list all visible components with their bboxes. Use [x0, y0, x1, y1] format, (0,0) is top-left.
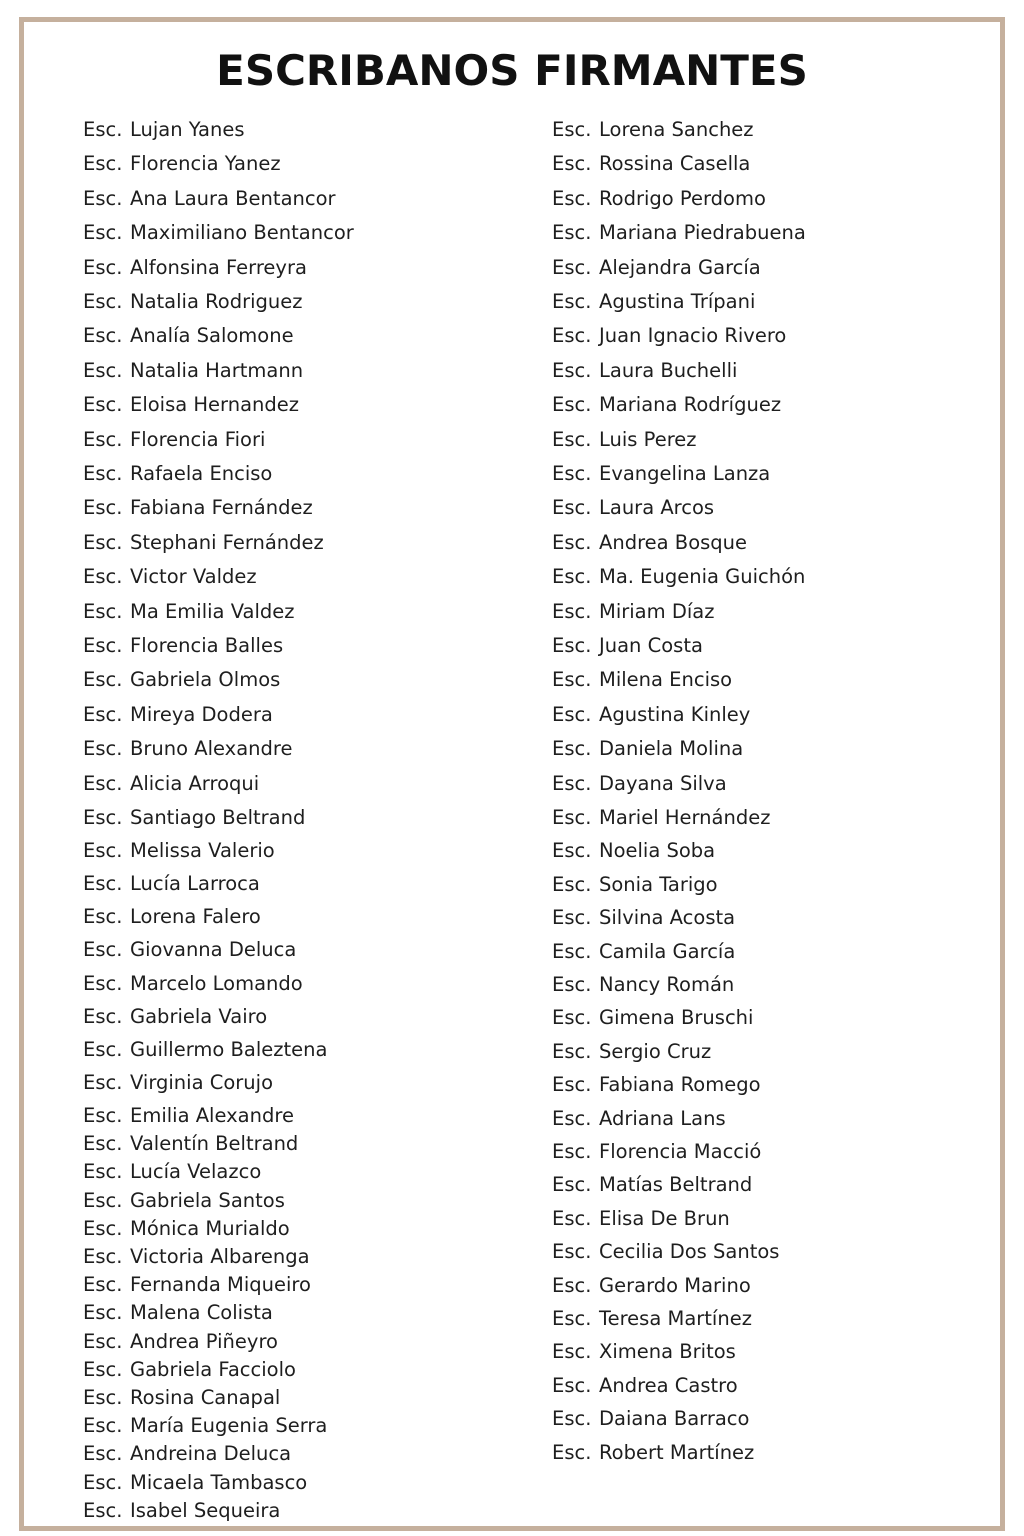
- signer-row: [552, 152, 750, 176]
- signer-name: Victoria Albarenga: [130, 1244, 310, 1268]
- signer-prefix: Esc.: [83, 186, 123, 210]
- signer-prefix: Esc.: [552, 634, 592, 657]
- signer-prefix: Esc.: [552, 324, 592, 348]
- signer-name: Marcelo Lomando: [130, 971, 303, 995]
- signer-name: Nancy Román: [599, 973, 735, 996]
- signer-prefix: Esc.: [83, 839, 123, 863]
- signer-prefix: Esc.: [83, 152, 123, 176]
- signer-prefix: Esc.: [552, 1407, 592, 1431]
- signer-name: Agustina Trípani: [599, 290, 756, 313]
- signer-name: Miriam Díaz: [599, 599, 715, 623]
- signer-row: [552, 496, 714, 520]
- signer-prefix: Esc.: [552, 771, 592, 795]
- signer-prefix: Esc.: [552, 1073, 592, 1097]
- signer-name: Lorena Falero: [130, 905, 261, 929]
- signer-row: [552, 221, 806, 245]
- signer-prefix: Esc.: [83, 1244, 123, 1268]
- signer-name: Cecilia Dos Santos: [599, 1240, 780, 1264]
- signer-prefix: Esc.: [552, 118, 592, 141]
- signer-prefix: Esc.: [83, 324, 123, 348]
- signer-prefix: Esc.: [552, 358, 592, 382]
- signer-prefix: Esc.: [83, 1301, 123, 1325]
- signer-name: Natalia Rodriguez: [130, 290, 303, 313]
- signer-name: Malena Colista: [130, 1301, 273, 1325]
- signer-name: Rodrigo Perdomo: [599, 186, 766, 210]
- signer-name: Andrea Castro: [599, 1373, 738, 1397]
- signer-name: Lujan Yanes: [130, 118, 245, 141]
- signer-row: [552, 428, 697, 452]
- signer-prefix: Esc.: [83, 118, 123, 141]
- signer-prefix: Esc.: [552, 702, 592, 726]
- signer-prefix: Esc.: [83, 1357, 123, 1381]
- signer-prefix: Esc.: [83, 806, 123, 829]
- signer-name: Juan Ignacio Rivero: [599, 324, 787, 348]
- signer-name: Victor Valdez: [130, 565, 257, 589]
- signer-prefix: Esc.: [552, 496, 592, 520]
- signer-row: [552, 1207, 730, 1231]
- signer-prefix: Esc.: [83, 393, 123, 417]
- signer-row: [552, 873, 718, 897]
- signer-name: Laura Arcos: [599, 496, 715, 520]
- signer-row: [552, 1340, 736, 1364]
- signer-name: Mariel Hernández: [599, 806, 771, 829]
- page-title: ESCRIBANOS FIRMANTES: [216, 46, 808, 95]
- signer-name: Robert Martínez: [599, 1440, 755, 1464]
- signer-row: [552, 839, 715, 863]
- signer-prefix: Esc.: [83, 771, 123, 795]
- signer-name: Virginia Corujo: [130, 1070, 273, 1094]
- signer-row: [552, 359, 737, 383]
- signer-prefix: Esc.: [552, 839, 592, 863]
- signer-prefix: Esc.: [83, 1442, 123, 1466]
- signer-name: Adriana Lans: [599, 1106, 726, 1130]
- signer-prefix: Esc.: [83, 1329, 123, 1353]
- signer-name: Daiana Barraco: [599, 1407, 750, 1431]
- signer-prefix: Esc.: [552, 906, 592, 930]
- signer-name: Daniela Molina: [599, 737, 744, 761]
- signer-name: Alejandra García: [599, 255, 761, 279]
- signer-prefix: Esc.: [83, 702, 123, 726]
- signer-name: Gabriela Olmos: [130, 668, 281, 692]
- signer-row: [552, 118, 754, 142]
- signer-prefix: Esc.: [552, 1173, 592, 1197]
- signer-row: [552, 531, 747, 555]
- signer-prefix: Esc.: [552, 462, 592, 485]
- signer-name: Sergio Cruz: [599, 1039, 712, 1063]
- signer-name: Noelia Soba: [599, 839, 716, 863]
- signer-prefix: Esc.: [83, 530, 123, 554]
- signer-prefix: Esc.: [83, 255, 123, 279]
- signer-name: Evangelina Lanza: [599, 462, 771, 485]
- signer-name: Rossina Casella: [599, 152, 751, 176]
- signer-name: Mireya Dodera: [130, 702, 273, 726]
- signer-prefix: Esc.: [552, 973, 592, 996]
- signer-prefix: Esc.: [83, 872, 123, 896]
- signer-prefix: Esc.: [83, 905, 123, 929]
- signer-prefix: Esc.: [83, 1188, 123, 1212]
- signer-prefix: Esc.: [83, 358, 123, 382]
- signer-prefix: Esc.: [552, 530, 592, 554]
- signer-name: Fabiana Fernández: [130, 496, 313, 520]
- signer-row: [552, 324, 786, 348]
- signer-name: Florencia Yanez: [130, 152, 281, 176]
- signer-prefix: Esc.: [552, 737, 592, 761]
- signer-name: Laura Buchelli: [599, 358, 738, 382]
- signer-name: Dayana Silva: [599, 771, 727, 795]
- signer-name: Florencia Balles: [130, 634, 284, 657]
- signer-name: Lorena Sanchez: [599, 118, 754, 141]
- signer-name: Mónica Murialdo: [130, 1216, 290, 1240]
- signer-name: Rosina Canapal: [130, 1385, 281, 1409]
- signer-name: Fabiana Romego: [599, 1073, 761, 1097]
- signer-name: Melissa Valerio: [130, 839, 275, 863]
- signer-name: Ma. Eugenia Guichón: [599, 565, 806, 589]
- signer-name: Ma Emilia Valdez: [130, 599, 295, 623]
- signer-prefix: Esc.: [552, 1039, 592, 1063]
- signer-name: María Eugenia Serra: [130, 1414, 328, 1438]
- signer-row: [552, 565, 805, 589]
- signer-prefix: Esc.: [83, 462, 123, 485]
- signer-row: [552, 1441, 754, 1465]
- signer-prefix: Esc.: [552, 186, 592, 210]
- signer-prefix: Esc.: [83, 1037, 123, 1061]
- signer-name: Fernanda Miqueiro: [130, 1273, 311, 1297]
- signer-prefix: Esc.: [83, 1070, 123, 1094]
- signer-row: [552, 393, 781, 417]
- signer-name: Rafaela Enciso: [130, 462, 273, 485]
- signer-name: Emilia Alexandre: [130, 1103, 294, 1127]
- signer-row: [552, 1073, 761, 1097]
- signer-name: Stephani Fernández: [130, 530, 324, 554]
- signer-prefix: Esc.: [83, 427, 123, 451]
- signer-prefix: Esc.: [83, 1470, 123, 1494]
- signer-prefix: Esc.: [552, 872, 592, 896]
- signer-name: Agustina Kinley: [599, 702, 751, 726]
- signer-prefix: Esc.: [552, 599, 592, 623]
- signer-row: [552, 462, 770, 486]
- signer-prefix: Esc.: [552, 152, 592, 176]
- signer-prefix: Esc.: [83, 971, 123, 995]
- signer-row: [552, 1307, 752, 1331]
- signer-prefix: Esc.: [552, 806, 592, 829]
- signer-row: [552, 806, 770, 830]
- signer-name: Analía Salomone: [130, 324, 294, 348]
- signer-prefix: Esc.: [83, 1160, 123, 1184]
- signer-name: Gimena Bruschi: [599, 1006, 754, 1030]
- signer-name: Mariana Rodríguez: [599, 393, 782, 417]
- signer-name: Milena Enciso: [599, 668, 733, 692]
- signer-prefix: Esc.: [552, 1273, 592, 1297]
- signer-name: Isabel Sequeira: [130, 1498, 281, 1522]
- signer-name: Florencia Fiori: [130, 427, 266, 451]
- signer-name: Gabriela Vairo: [130, 1004, 268, 1028]
- signer-prefix: Esc.: [552, 939, 592, 963]
- signer-row: [552, 1107, 726, 1131]
- signer-name: Gabriela Santos: [130, 1188, 285, 1212]
- signer-name: Teresa Martínez: [599, 1307, 752, 1330]
- signer-name: Lucía Larroca: [130, 872, 260, 896]
- signer-prefix: Esc.: [83, 634, 123, 657]
- signer-name: Camila García: [599, 939, 736, 963]
- signer-prefix: Esc.: [552, 1206, 592, 1230]
- signer-name: Luis Perez: [599, 427, 697, 451]
- signer-prefix: Esc.: [552, 1140, 592, 1163]
- signer-name: Andreina Deluca: [130, 1442, 292, 1466]
- signer-prefix: Esc.: [552, 393, 592, 417]
- signer-prefix: Esc.: [552, 1440, 592, 1464]
- signer-prefix: Esc.: [552, 1006, 592, 1030]
- signer-row: [552, 940, 735, 964]
- signer-row: [552, 973, 734, 997]
- signer-row: [552, 290, 755, 314]
- signer-name: Silvina Acosta: [599, 906, 736, 930]
- signer-prefix: Esc.: [83, 1004, 123, 1028]
- signer-prefix: Esc.: [552, 565, 592, 589]
- signer-name: Valentín Beltrand: [130, 1132, 299, 1156]
- signer-name: Mariana Piedrabuena: [599, 221, 806, 245]
- signer-name: Micaela Tambasco: [130, 1470, 308, 1494]
- signer-row: [552, 1240, 779, 1264]
- signer-prefix: Esc.: [83, 1414, 123, 1438]
- signer-prefix: Esc.: [552, 1240, 592, 1264]
- signer-prefix: Esc.: [83, 1498, 123, 1522]
- signer-row: [552, 1407, 749, 1431]
- signer-row: [552, 187, 766, 211]
- signer-prefix: Esc.: [552, 221, 592, 245]
- signer-name: Matías Beltrand: [599, 1173, 753, 1197]
- signer-prefix: Esc.: [552, 290, 592, 313]
- signer-prefix: Esc.: [83, 496, 123, 520]
- signer-prefix: Esc.: [552, 255, 592, 279]
- signer-prefix: Esc.: [83, 1385, 123, 1409]
- signer-name: Guillermo Baleztena: [130, 1037, 328, 1061]
- signer-name: Santiago Beltrand: [130, 806, 306, 829]
- signer-row: [552, 634, 703, 658]
- signer-row: [552, 1274, 751, 1298]
- signer-row: [552, 772, 727, 796]
- signer-name: Ximena Britos: [599, 1340, 736, 1364]
- signer-prefix: Esc.: [83, 737, 123, 761]
- signer-name: Natalia Hartmann: [130, 358, 304, 382]
- signer-prefix: Esc.: [83, 1273, 123, 1297]
- signer-name: Elisa De Brun: [599, 1206, 730, 1230]
- signer-name: Gabriela Facciolo: [130, 1357, 296, 1381]
- signer-row: [552, 1006, 753, 1030]
- signer-row: [552, 668, 732, 692]
- signer-name: Maximiliano Bentancor: [130, 221, 354, 245]
- signer-name: Gerardo Marino: [599, 1273, 751, 1297]
- signer-row: [552, 256, 761, 280]
- signer-prefix: Esc.: [83, 599, 123, 623]
- signer-row: [552, 600, 714, 624]
- signer-row: [552, 1140, 761, 1164]
- signer-prefix: Esc.: [83, 565, 123, 589]
- signer-name: Giovanna Deluca: [130, 938, 297, 962]
- signer-prefix: Esc.: [552, 427, 592, 451]
- signer-name: Eloisa Hernandez: [130, 393, 300, 417]
- signer-row: [552, 906, 735, 930]
- signer-prefix: Esc.: [83, 668, 123, 692]
- signer-prefix: Esc.: [83, 290, 123, 313]
- signer-row: [552, 1173, 752, 1197]
- signer-prefix: Esc.: [83, 1216, 123, 1240]
- signer-name: Andrea Piñeyro: [130, 1329, 278, 1353]
- signer-prefix: Esc.: [552, 668, 592, 692]
- signer-prefix: Esc.: [552, 1106, 592, 1130]
- signer-name: Ana Laura Bentancor: [130, 186, 336, 210]
- signer-row: [552, 703, 750, 727]
- signer-name: Lucía Velazco: [130, 1160, 262, 1184]
- signer-row: [552, 1040, 711, 1064]
- signer-prefix: Esc.: [83, 1103, 123, 1127]
- signer-prefix: Esc.: [83, 221, 123, 245]
- signer-prefix: Esc.: [552, 1373, 592, 1397]
- signer-name: Alfonsina Ferreyra: [130, 255, 307, 279]
- signer-name: Bruno Alexandre: [130, 737, 293, 761]
- signer-name: Sonia Tarigo: [599, 872, 718, 896]
- signer-name: Alicia Arroqui: [130, 771, 260, 795]
- signer-name: Andrea Bosque: [599, 530, 748, 554]
- signer-prefix: Esc.: [83, 1132, 123, 1156]
- signer-prefix: Esc.: [552, 1340, 592, 1364]
- signer-prefix: Esc.: [83, 938, 123, 962]
- signer-name: Florencia Macció: [599, 1140, 762, 1163]
- signer-row: [552, 1374, 738, 1398]
- signer-prefix: Esc.: [552, 1307, 592, 1330]
- signer-row: [552, 737, 743, 761]
- signer-name: Juan Costa: [599, 634, 703, 657]
